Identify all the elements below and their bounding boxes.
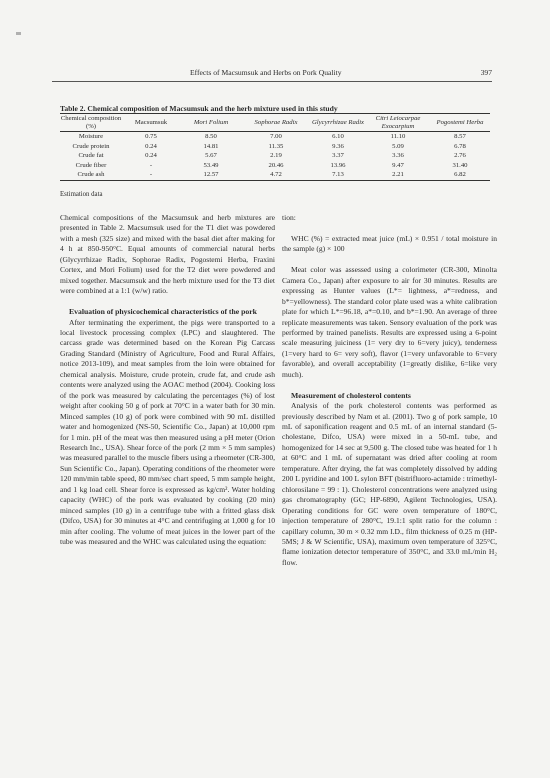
- table-row: [60, 151, 490, 161]
- running-header: [52, 67, 492, 82]
- table-cell: 53.49: [203, 161, 219, 169]
- table-header-row: [60, 114, 490, 132]
- table-header-cell: Macsumsuk: [134, 118, 168, 126]
- table-cell: 6.78: [454, 142, 466, 150]
- table-row: [60, 132, 490, 142]
- table-header-cell: Chemical composition (%): [60, 115, 122, 130]
- table-footnote: Estimation data: [60, 191, 103, 198]
- table-header-cell: Glycyrrhizae Radix: [311, 118, 365, 126]
- table-header-cell: Sophorae Radix: [254, 118, 298, 126]
- table-cell: -: [149, 161, 153, 169]
- table-cell: 3.36: [392, 152, 404, 160]
- table-cell: Crude ash: [77, 171, 105, 179]
- section-heading: Measurement of cholesterol contents: [291, 390, 411, 400]
- table-cell: 2.19: [270, 152, 282, 160]
- table-cell: 8.57: [454, 133, 466, 140]
- table-cell: Crude protein: [72, 142, 110, 150]
- table-cell: 31.40: [452, 161, 468, 169]
- composition-table: [60, 113, 490, 181]
- table-header-cell: Pogostemi Herba: [436, 118, 484, 126]
- table-header-cell: Mori Folium: [193, 118, 229, 126]
- right-column: [282, 213, 497, 568]
- table-cell: 0.24: [145, 142, 157, 150]
- table-cell: 5.09: [392, 142, 404, 150]
- table-cell: 7.13: [332, 171, 344, 179]
- table-cell: 11.10: [390, 133, 406, 140]
- table-cell: 4.72: [270, 171, 282, 179]
- table-cell: 8.50: [205, 133, 217, 140]
- table-row: [60, 170, 490, 180]
- table-cell: 0.24: [145, 152, 157, 160]
- table-cell: 3.37: [332, 152, 344, 160]
- body-paragraph: Chemical compositions of the Macsumsuk and herb mixtures are presented in Table 2. Macsumsuk used for the T1 diet was powdered with a mesh (325 size) and mixed with the basal diet after making for 4 h at 850-950°C. Equal amounts of commercial natural herbs (Glycyrrhizae Radix, Sophorae Radix, Pogostemi Herba, Fraxini Cortex, and Mori Folium) used for the T2 diet were powdered and mixed together. Macsumsuk and the herb mixture used for the T3 diet were combined at a 1:1 (w/w) ratio.: [60, 213, 275, 296]
- left-column: [60, 213, 275, 547]
- table-cell: 2.76: [454, 152, 466, 160]
- table-cell: 6.10: [332, 133, 344, 140]
- table-cell: 12.57: [203, 171, 219, 179]
- table-cell: Moisture: [78, 133, 104, 140]
- table-row: [60, 161, 490, 171]
- page-number: 397: [480, 68, 492, 77]
- body-paragraph-tail: tion:: [282, 213, 296, 222]
- body-paragraph: After terminating the experiment, the pigs were transported to a local livestock processing complex (LPC) and slaughtered. The carcass grade was determined based on the Korean Pig Carcass Grading Standard (Ministry of Agriculture, Food and Rural Affairs, notice 2013-109), and meat samples from the loin were obtained for chemical analysis. Moisture, crude protein, crude fat, and crude ash contents were analyzed using the AOAC method (2004). Cooking loss of the pork was measured by calculating the percentages (%) of lost weight after cooking 50 g of pork at 70°C in a water bath for 30 min. Minced samples (10 g) of pork were combined with 90 mL distilled water and homogenized (NS-50, Scientific Co., Japan) at 10,000 rpm for 1 min. pH of the meat was then measured using a pH meter (Orion Research Inc., USA). Shear force of the pork (2 mm × 5 mm samples) was measured parallel to the muscle fibers using a rheometer (CR-300, Sun Scientific Co., Japan). Operating conditions of the rheometer were 120 mm/min table speed, 80 mm/sec chart speed, 5 mm sample height, and 1 kg load cell. Shear force is expressed as kg/cm². Water holding capacity (WHC) of the pork was evaluated by cooking (20 min) minced samples (10 g) in a centrifuge tube with a fritted glass disk (Difco, USA) for 30 minutes at 4°C and centrifuging at 1,000 g for 10 min after cooling. The volume of meat juices in the lower part of the tube was measured and the WHC was calculated using the equation:: [60, 317, 275, 547]
- body-paragraph: Analysis of the pork cholesterol contents was performed as previously described by Nam et al. (2001). Two g of pork sample, 10 mL of saponification reagent and 0.5 mL of an internal standard (5-cholestane, Difco, USA) were mixed in a 50-mL tube, and homogenized for 14 sec at 9,500 g. The closed tube was heated for 1 h at 60°C and 1 mL of supernatant was dried after cooling at room temperature. After drying, the fat was completely dissolved by adding 200 L pyridine and 100 L sylon BFT (bistrifluoro-actamide : trimethyl-chlorosilane = 99 : 1). Cholesterol concentrations were analyzed using gas chromatography (GC; HP-6890, Agilent Technologies, USA). Operating conditions for GC were oven temperature of 180°C, injection temperature of 280°C, 19.1:1 split ratio for the column : capillary column, 30 m × 0.32 mm I.D., film thickness of 0.25 m (HP-5MS; J & W Scientific, USA), maximum oven temperature of 325°C, flame ionization detector temperature of 350°C, and 33.0 mL/min H₂ flow.: [282, 401, 497, 567]
- table-cell: Crude fiber: [75, 161, 107, 169]
- table-cell: 6.82: [454, 171, 466, 179]
- running-title: Effects of Macsumsuk and Herbs on Pork Quality: [190, 68, 342, 77]
- table-header-cell: Citri Leiocarpae Exocarpium: [375, 115, 421, 130]
- table-cell: 2.21: [392, 171, 404, 179]
- table-cell: 5.67: [205, 152, 217, 160]
- page-scan-mark: [16, 32, 21, 35]
- table-cell: 9.36: [332, 142, 344, 150]
- table-cell: Crude fat: [78, 152, 104, 160]
- table-cell: -: [149, 171, 153, 179]
- table-cell: 7.00: [270, 133, 282, 140]
- table-cell: 20.46: [268, 161, 284, 169]
- table-caption: Table 2. Chemical composition of Macsumsuk and the herb mixture used in this study: [60, 104, 338, 113]
- table-cell: 11.35: [268, 142, 284, 150]
- table-cell: 9.47: [392, 161, 404, 169]
- whc-formula: WHC (%) = extracted meat juice (mL) × 0.951 / total moisture in the sample (g) × 100: [282, 233, 497, 254]
- table-row: [60, 142, 490, 152]
- table-cell: 13.96: [330, 161, 346, 169]
- section-heading: Evaluation of physicochemical characteristics of the pork: [69, 307, 257, 317]
- table-cell: 14.81: [203, 142, 219, 150]
- table-cell: 0.75: [145, 133, 157, 140]
- body-paragraph: Meat color was assessed using a colorimeter (CR-300, Minolta Camera Co., Japan) after exposure to air for 30 minutes. Results are expressing as Hunter values (L*= lightness, a*=redness, and b*=yellowness). The standard color plate used was a white calibration plate for which L*=96.18, a*=0.10, and b*=1.90. An average of three replicate measurements was taken. Sensory evaluation of the pork was performed by trained panelists. Results are expressed using a 6-point scale measuring juiciness (1= very dry to 6=very juicy), tenderness (1=very hard to 6= very soft), flavor (1=very unfavorable to 6=very favorable), and overall acceptability (1=greatly dislike, 6=like very much).: [282, 265, 497, 379]
